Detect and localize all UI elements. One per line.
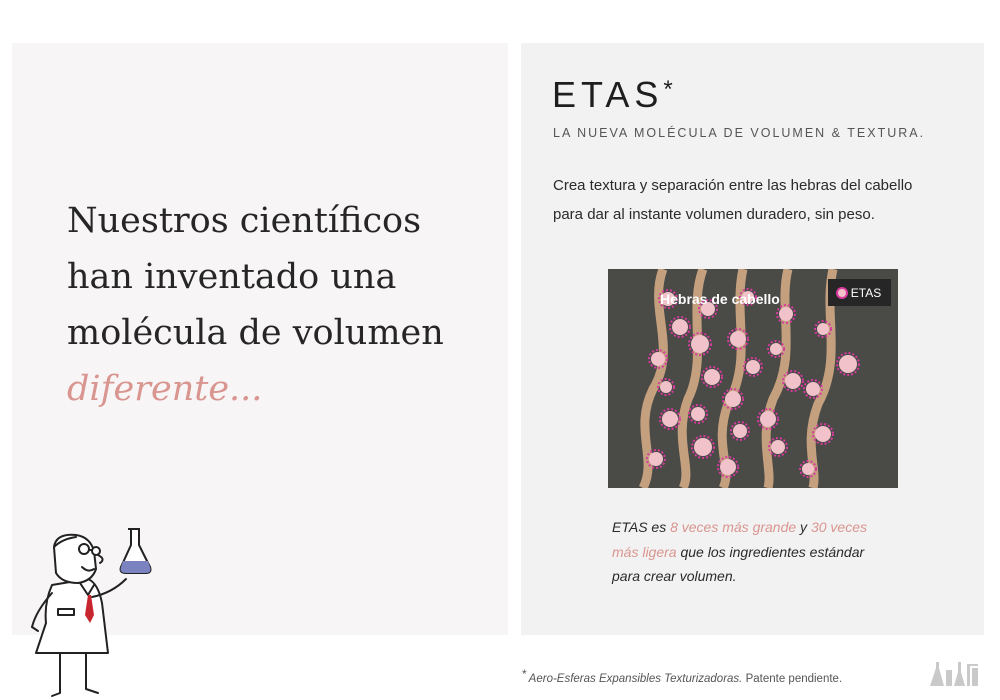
footnote-italic: Aero-Esferas Expansibles Texturizadoras. (528, 673, 743, 685)
etas-sphere (730, 331, 746, 347)
headline-line: molécula de volumen (67, 313, 444, 353)
etas-sphere (746, 360, 760, 374)
etas-sphere (691, 335, 709, 353)
etas-badge (828, 279, 891, 306)
etas-sphere (779, 307, 793, 321)
fact-suffix: que los ingredientes estándar (676, 543, 865, 560)
headline (67, 193, 487, 417)
description-line: Crea textura y separación entre las hebras del cabello (553, 177, 913, 194)
etas-sphere (694, 438, 712, 456)
fact-highlight: 8 veces más grande (670, 519, 797, 535)
etas-sphere (817, 323, 829, 335)
brand-title (552, 74, 673, 116)
etas-sphere (704, 369, 720, 385)
headline-accent: diferente... (67, 369, 263, 409)
footnote (522, 667, 843, 685)
fact-mid: y (796, 519, 811, 535)
etas-sphere (770, 343, 782, 355)
etas-sphere (662, 411, 678, 427)
headline-line: han inventado una (67, 257, 397, 297)
lab-equipment-icon (928, 658, 980, 688)
fact-text (612, 515, 912, 589)
fact-prefix: ETAS es (612, 519, 671, 535)
flask-icon (121, 529, 151, 573)
etas-sphere (802, 463, 814, 475)
etas-sphere (725, 391, 741, 407)
etas-sphere (672, 319, 688, 335)
etas-sphere (660, 381, 672, 393)
brand-star: * (663, 76, 673, 103)
etas-sphere (651, 352, 665, 366)
headline-line: Nuestros científicos (67, 201, 422, 241)
etas-sphere (733, 424, 747, 438)
etas-badge-label: ETAS (850, 285, 882, 300)
hair-strands-illustration (608, 269, 898, 488)
etas-sphere (691, 407, 705, 421)
brand-subtitle: LA NUEVA MOLÉCULA DE VOLUMEN & TEXTURA. (553, 126, 926, 140)
description (553, 171, 973, 229)
etas-sphere (785, 373, 801, 389)
etas-sphere (815, 426, 831, 442)
etas-sphere (649, 452, 663, 466)
footnote-star: * (522, 667, 527, 681)
fact-highlight: más ligera (612, 543, 677, 560)
footnote-plain: Patente pendiente. (742, 673, 843, 685)
etas-sphere (760, 411, 776, 427)
etas-sphere (806, 382, 820, 396)
brand-name: ETAS (552, 74, 664, 115)
description-line: para dar al instante volumen duradero, sin peso. (553, 206, 875, 223)
fact-highlight: 30 veces (810, 519, 867, 535)
scientist-illustration (22, 523, 172, 698)
etas-sphere (720, 459, 736, 475)
fact-line: para crear volumen. (612, 568, 737, 584)
etas-sphere-icon (838, 289, 846, 297)
hair-label: Hebras de cabello (660, 291, 780, 307)
etas-sphere (771, 440, 785, 454)
etas-sphere (839, 355, 857, 373)
